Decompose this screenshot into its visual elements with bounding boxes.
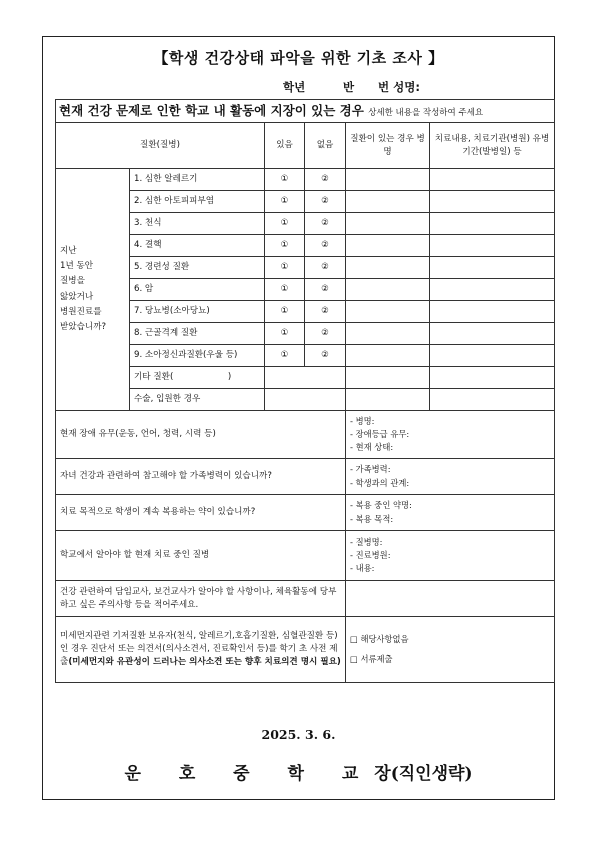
treatment-cell[interactable]	[430, 169, 555, 191]
header-case-name: 질환이 있는 경우 병명	[346, 123, 430, 169]
other-disease-answer[interactable]	[265, 367, 346, 389]
fine-dust-question	[56, 617, 346, 683]
current-treatment-answer[interactable]	[346, 531, 555, 581]
yes-option[interactable]: ①	[265, 323, 305, 345]
yes-option[interactable]: ①	[265, 257, 305, 279]
surgery-label: 수술, 입원한 경우	[130, 389, 265, 411]
no-option[interactable]: ②	[305, 191, 346, 213]
disease-row-label: 6. 암	[130, 279, 265, 301]
case-name-cell[interactable]	[346, 301, 430, 323]
case-name-cell[interactable]	[346, 323, 430, 345]
case-name-cell[interactable]	[346, 279, 430, 301]
other-disease-label: 기타 질환( )	[130, 367, 265, 389]
yes-option[interactable]: ①	[265, 169, 305, 191]
no-option[interactable]: ②	[305, 235, 346, 257]
survey-form	[42, 36, 555, 800]
medication-line: - 복용 목적:	[350, 513, 394, 524]
case-name-cell[interactable]	[346, 191, 430, 213]
treatment-cell[interactable]	[430, 191, 555, 213]
treatment-cell[interactable]	[430, 367, 555, 389]
current-line: - 질병명:	[350, 536, 383, 547]
disability-answer[interactable]	[346, 411, 555, 459]
disease-row-label: 7. 당뇨병(소아당뇨)	[130, 301, 265, 323]
yes-option[interactable]: ①	[265, 235, 305, 257]
disease-row-label: 2. 심한 아토피피부염	[130, 191, 265, 213]
form-title: 【학생 건강상태 파악을 위한 기초 조사 】	[153, 49, 444, 67]
treatment-cell[interactable]	[430, 301, 555, 323]
school-name: 운 호 중 학 교	[124, 764, 375, 784]
no-option[interactable]: ②	[305, 279, 346, 301]
notes-answer[interactable]	[346, 581, 555, 617]
treatment-cell[interactable]	[430, 323, 555, 345]
current-treatment-question: 학교에서 알아야 할 현재 치료 중인 질병	[56, 531, 346, 581]
family-history-question: 자녀 건강과 관련하여 참고해야 할 가족병력이 있습니까?	[56, 459, 346, 495]
section-header-main: 현재 건강 문제로 인한 학교 내 활동에 지장이 있는 경우	[59, 102, 364, 118]
treatment-cell[interactable]	[430, 213, 555, 235]
family-line: - 가족병력:	[350, 464, 391, 475]
disability-line: - 장애등급 유무:	[350, 428, 410, 439]
family-line: - 학생과의 관계:	[350, 477, 410, 488]
disease-row-label: 4. 결핵	[130, 235, 265, 257]
health-table	[55, 99, 555, 683]
disease-row-label: 1. 심한 알레르기	[130, 169, 265, 191]
disability-line: - 병명:	[350, 415, 375, 426]
no-option[interactable]: ②	[305, 257, 346, 279]
fine-dust-answer	[346, 617, 555, 683]
treatment-cell[interactable]	[430, 257, 555, 279]
case-name-cell[interactable]	[346, 345, 430, 367]
current-line: - 진료병원:	[350, 549, 391, 560]
treatment-cell[interactable]	[430, 279, 555, 301]
yes-option[interactable]: ①	[265, 345, 305, 367]
case-name-cell[interactable]	[346, 367, 430, 389]
header-yes: 있음	[265, 123, 305, 169]
submit-documents-checkbox[interactable]: □ 서류제출	[350, 653, 393, 664]
surgery-answer[interactable]	[265, 389, 346, 411]
grade-label: 학년	[283, 80, 306, 94]
header-disease: 질환(질병)	[56, 123, 265, 169]
principal-signature	[43, 759, 554, 784]
yes-option[interactable]: ①	[265, 301, 305, 323]
yes-option[interactable]: ①	[265, 279, 305, 301]
notes-question: 건강 관련하여 담임교사, 보건교사가 알아야 할 사항이나, 체육활동에 당부하고 싶은 주의사항 등을 적어주세요.	[56, 581, 346, 617]
disease-row-label: 9. 소아정신과질환(우울 등)	[130, 345, 265, 367]
no-option[interactable]: ②	[305, 345, 346, 367]
family-history-answer[interactable]	[346, 459, 555, 495]
signature-suffix: 장(직인생략)	[374, 764, 473, 784]
treatment-cell[interactable]	[430, 235, 555, 257]
header-treatment: 치료내용, 치료기관(병원) 유병기간(발병일) 등	[430, 123, 555, 169]
treatment-cell[interactable]	[430, 389, 555, 411]
disability-line: - 현재 상태:	[350, 442, 394, 453]
disease-row-label: 3. 천식	[130, 213, 265, 235]
fine-dust-bold-text: (미세먼지와 유관성이 드러나는 의사소견 또는 향후 치료의견 명시 필요)	[68, 657, 341, 668]
yes-option[interactable]: ①	[265, 191, 305, 213]
disease-row-label: 8. 근골격계 질환	[130, 323, 265, 345]
section-header-note: 상세한 내용을 작성하여 주세요	[368, 107, 484, 118]
case-name-cell[interactable]	[346, 389, 430, 411]
case-name-cell[interactable]	[346, 213, 430, 235]
disability-question: 현재 장애 유무(운동, 언어, 청력, 시력 등)	[56, 411, 346, 459]
treatment-cell[interactable]	[430, 345, 555, 367]
case-name-cell[interactable]	[346, 235, 430, 257]
yes-option[interactable]: ①	[265, 213, 305, 235]
no-option[interactable]: ②	[305, 301, 346, 323]
fine-dust-text: 미세먼지관련 기저질환 보유자(천식, 알레르기,호흡기질환, 심혈관질환 등)인 경우 진단서 또는 의견서(의사소견서, 진료확인서 등)를 학기 초 사전 제출	[60, 630, 338, 668]
medication-answer[interactable]	[346, 495, 555, 531]
medication-question: 치료 목적으로 학생이 계속 복용하는 약이 있습니까?	[56, 495, 346, 531]
past-year-group-label: 지난 1년 동안 질병을 앓았거나 병원진료를 받았습니까?	[56, 169, 130, 411]
form-date: 2025. 3. 6.	[261, 727, 336, 742]
number-name-label: 번 성명:	[378, 80, 420, 94]
section-header	[56, 100, 555, 123]
no-option[interactable]: ②	[305, 323, 346, 345]
no-option[interactable]: ②	[305, 169, 346, 191]
header-no: 없음	[305, 123, 346, 169]
no-option[interactable]: ②	[305, 213, 346, 235]
not-applicable-checkbox[interactable]: □ 해당사항없음	[350, 633, 409, 644]
case-name-cell[interactable]	[346, 169, 430, 191]
current-line: - 내용:	[350, 563, 375, 574]
class-label: 반	[343, 80, 355, 94]
disease-row-label: 5. 경련성 질환	[130, 257, 265, 279]
medication-line: - 복용 중인 약명:	[350, 500, 412, 511]
case-name-cell[interactable]	[346, 257, 430, 279]
